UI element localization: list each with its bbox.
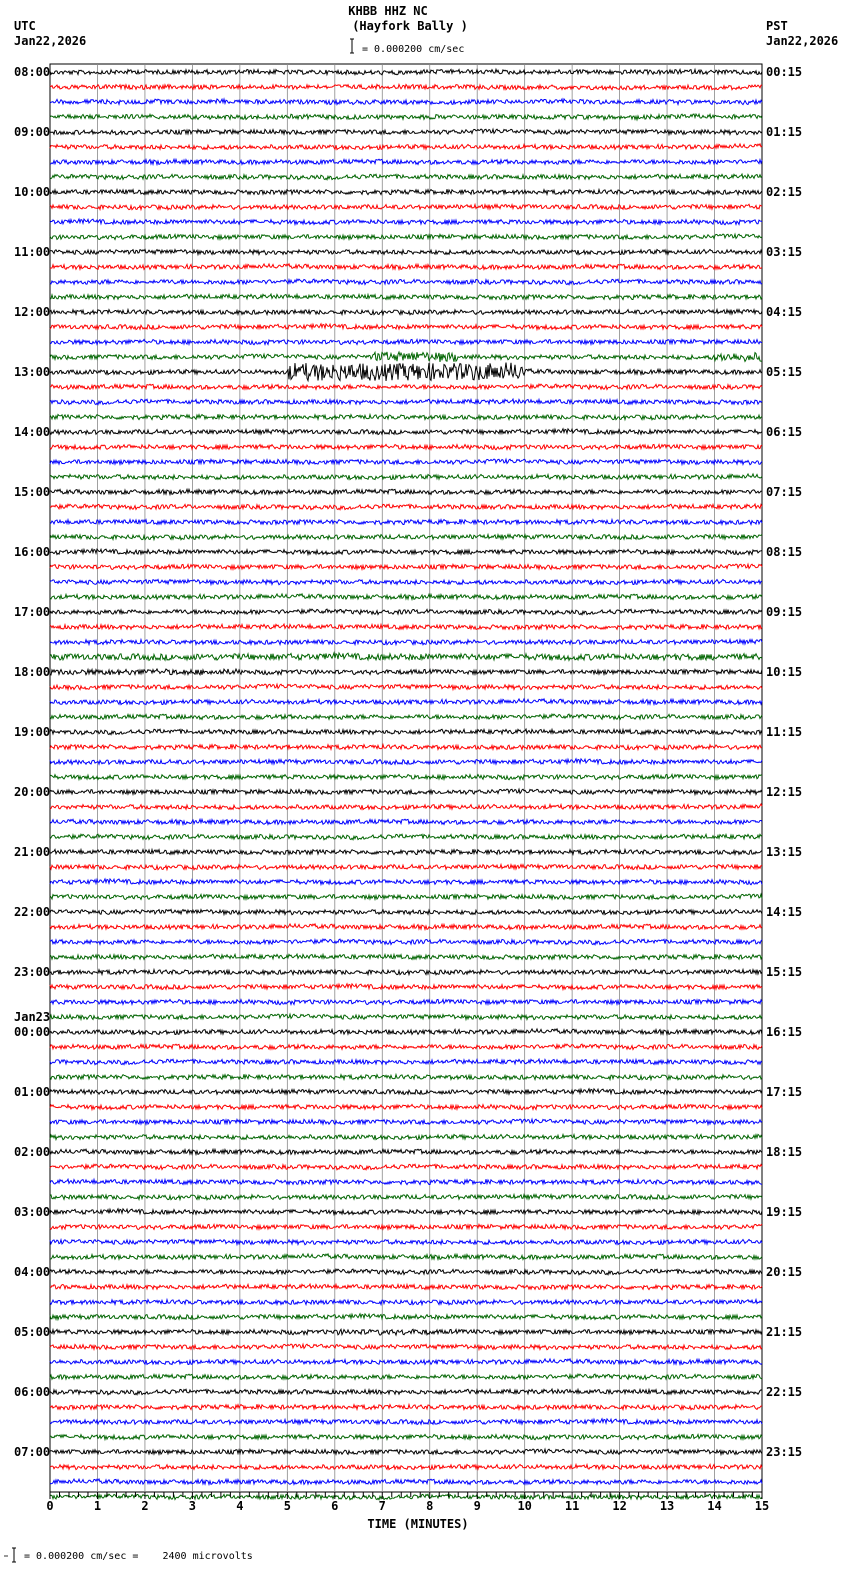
pst-time-label: 04:15 (766, 305, 803, 319)
footer-scale-bar-icon (4, 1548, 16, 1562)
utc-hour-label: 19:00 (14, 725, 51, 739)
seismic-trace (50, 759, 762, 765)
seismic-trace (50, 939, 762, 945)
x-tick-label: 12 (612, 1499, 627, 1513)
seismic-trace (50, 1494, 762, 1500)
seismic-trace (50, 445, 762, 450)
utc-hour-label: 04:00 (14, 1265, 51, 1279)
seismic-trace (50, 1119, 762, 1124)
seismic-trace (50, 489, 762, 494)
seismic-trace (50, 924, 762, 930)
x-tick-label: 14 (707, 1499, 722, 1513)
seismic-trace (50, 834, 762, 840)
x-axis (46, 1492, 769, 1513)
seismic-trace (50, 624, 762, 630)
utc-hour-label: 12:00 (14, 305, 51, 319)
seismic-trace (50, 640, 762, 645)
seismic-trace (50, 324, 762, 330)
seismic-trace (50, 99, 762, 105)
right-timezone: PST (766, 19, 788, 33)
seismic-trace (50, 564, 762, 569)
seismic-trace (50, 865, 762, 870)
seismic-trace (50, 984, 762, 990)
station-location: (Hayfork Bally ) (352, 19, 468, 33)
utc-hour-label: 02:00 (14, 1145, 51, 1159)
utc-hour-label: 00:00 (14, 1025, 51, 1039)
seismic-trace (50, 879, 762, 885)
utc-hour-label: 01:00 (14, 1085, 51, 1099)
seismic-trace (50, 775, 762, 780)
traces (50, 69, 762, 1499)
x-tick-label: 2 (141, 1499, 149, 1513)
pst-time-label: 18:15 (766, 1145, 803, 1159)
utc-hour-label: 06:00 (14, 1385, 51, 1399)
pst-time-label: 16:15 (766, 1025, 803, 1039)
x-tick-label: 9 (473, 1499, 481, 1513)
pst-time-label: 06:15 (766, 425, 803, 439)
x-tick-label: 0 (46, 1499, 54, 1513)
x-axis-label: TIME (MINUTES) (367, 1517, 469, 1531)
seismic-trace (50, 1149, 762, 1154)
seismic-trace (50, 459, 762, 465)
seismic-trace (50, 129, 762, 135)
seismic-trace (50, 174, 762, 180)
seismic-trace (50, 114, 762, 120)
seismic-trace (50, 1479, 762, 1484)
pst-time-label: 00:15 (766, 65, 803, 79)
seismic-trace (50, 1465, 762, 1470)
pst-time-label: 21:15 (766, 1325, 803, 1339)
pst-time-label: 01:15 (766, 125, 803, 139)
seismic-trace (50, 819, 762, 824)
seismic-trace (50, 1014, 762, 1020)
x-tick-label: 11 (564, 1499, 580, 1513)
seismic-trace (50, 1044, 762, 1049)
seismic-trace (50, 580, 762, 585)
seismic-trace (50, 250, 762, 255)
seismic-trace (50, 609, 762, 615)
seismic-trace (50, 429, 762, 435)
seismic-trace (50, 1029, 762, 1035)
seismic-trace (50, 264, 762, 270)
seismic-trace (50, 1089, 762, 1095)
utc-hour-label: 17:00 (14, 605, 51, 619)
seismic-trace (50, 1359, 762, 1365)
x-tick-label: 13 (659, 1499, 675, 1513)
pst-time-label: 15:15 (766, 965, 803, 979)
utc-hour-label: 05:00 (14, 1325, 51, 1339)
seismic-trace (50, 1209, 762, 1215)
seismic-trace (50, 1419, 762, 1425)
seismic-trace (50, 1134, 762, 1139)
seismic-trace (50, 1254, 762, 1260)
seismic-trace (50, 279, 762, 285)
pst-time-label: 11:15 (766, 725, 803, 739)
seismic-trace (50, 474, 762, 480)
seismic-trace (50, 399, 762, 405)
x-tick-label: 5 (283, 1499, 291, 1513)
utc-hour-label: 14:00 (14, 425, 51, 439)
utc-hour-label: 22:00 (14, 905, 51, 919)
station-title: KHBB HHZ NC (348, 4, 428, 18)
seismic-trace (50, 504, 762, 510)
seismic-trace (50, 1389, 762, 1395)
seismic-trace (50, 352, 762, 362)
pst-time-label: 05:15 (766, 365, 803, 379)
date-change-label: Jan23 (14, 1010, 51, 1024)
seismic-trace (50, 384, 762, 389)
seismic-trace (50, 1300, 762, 1305)
seismic-trace (50, 594, 762, 600)
pst-time-label: 02:15 (766, 185, 803, 199)
seismic-trace (50, 189, 762, 194)
seismic-trace (50, 1224, 762, 1229)
seismic-trace (50, 1449, 762, 1454)
pst-time-label: 12:15 (766, 785, 803, 799)
x-tick-label: 7 (378, 1499, 386, 1513)
seismic-trace (50, 414, 762, 419)
seismic-trace (50, 894, 762, 899)
pst-time-label: 14:15 (766, 905, 803, 919)
seismic-trace (50, 1240, 762, 1245)
scale-text: = 0.000200 cm/sec (362, 44, 465, 55)
grid (50, 64, 762, 1492)
seismic-trace (50, 85, 762, 90)
utc-hour-label: 03:00 (14, 1205, 51, 1219)
left-timezone: UTC (14, 19, 36, 33)
seismic-trace (50, 534, 762, 539)
utc-hour-label: 15:00 (14, 485, 51, 499)
seismic-trace (50, 1374, 762, 1379)
seismic-trace (50, 970, 762, 975)
utc-hour-label: 13:00 (14, 365, 51, 379)
seismic-trace (50, 234, 762, 239)
pst-time-label: 13:15 (766, 845, 803, 859)
seismic-trace (50, 144, 762, 150)
seismic-trace (50, 653, 762, 661)
seismic-trace (50, 1435, 762, 1440)
pst-time-label: 10:15 (766, 665, 803, 679)
scale-bar-icon (350, 39, 354, 53)
footer-scale-text: = 0.000200 cm/sec = 2400 microvolts (24, 1551, 253, 1562)
seismic-trace (50, 684, 762, 690)
utc-hour-label: 20:00 (14, 785, 51, 799)
pst-time-label: 23:15 (766, 1445, 803, 1459)
seismic-trace (50, 1269, 762, 1275)
pst-time-label: 22:15 (766, 1385, 803, 1399)
seismic-trace (50, 849, 762, 854)
seismic-trace (50, 549, 762, 555)
utc-hour-label: 09:00 (14, 125, 51, 139)
seismic-trace (50, 729, 762, 735)
seismic-trace (50, 363, 762, 381)
seismic-trace (50, 669, 762, 675)
seismic-trace (50, 1344, 762, 1350)
x-tick-label: 4 (236, 1499, 244, 1513)
x-tick-label: 15 (754, 1499, 770, 1513)
seismic-trace (50, 204, 762, 209)
pst-time-label: 20:15 (766, 1265, 803, 1279)
seismic-trace (50, 954, 762, 960)
pst-time-label: 17:15 (766, 1085, 803, 1099)
seismic-trace (50, 519, 762, 524)
utc-hour-label: 11:00 (14, 245, 51, 259)
seismic-trace (50, 159, 762, 164)
seismic-trace (50, 1404, 762, 1409)
utc-hour-label: 18:00 (14, 665, 51, 679)
pst-time-label: 08:15 (766, 545, 803, 559)
utc-hour-label: 23:00 (14, 965, 51, 979)
seismic-trace (50, 294, 762, 300)
pst-time-label: 19:15 (766, 1205, 803, 1219)
plot-frame (50, 64, 762, 1492)
right-date: Jan22,2026 (766, 34, 839, 48)
seismic-trace (50, 744, 762, 749)
utc-hour-label: 07:00 (14, 1445, 51, 1459)
x-tick-label: 3 (188, 1499, 197, 1513)
seismic-trace (50, 1074, 762, 1079)
seismic-trace (50, 1059, 762, 1065)
pst-time-label: 07:15 (766, 485, 803, 499)
pst-time-label: 09:15 (766, 605, 803, 619)
seismic-trace (50, 219, 762, 225)
seismic-trace (50, 1314, 762, 1320)
x-tick-label: 8 (426, 1499, 434, 1513)
seismic-trace (50, 804, 762, 810)
seismic-trace (50, 1105, 762, 1110)
seismic-trace (50, 999, 762, 1004)
utc-hour-label: 08:00 (14, 65, 51, 79)
seismic-trace (50, 1329, 762, 1335)
seismic-trace (50, 789, 762, 794)
seismic-trace (50, 1179, 762, 1184)
seismic-trace (50, 339, 762, 344)
seismic-trace (50, 1164, 762, 1170)
seismic-trace (50, 69, 762, 75)
left-date: Jan22,2026 (14, 34, 87, 48)
pst-time-label: 03:15 (766, 245, 803, 259)
x-tick-label: 6 (331, 1499, 339, 1513)
seismic-trace (50, 1284, 762, 1290)
utc-hour-label: 16:00 (14, 545, 51, 559)
utc-hour-label: 21:00 (14, 845, 51, 859)
seismic-trace (50, 1195, 762, 1200)
x-tick-label: 10 (517, 1499, 532, 1513)
utc-hour-label: 10:00 (14, 185, 51, 199)
seismic-trace (50, 310, 762, 315)
seismic-trace (50, 714, 762, 719)
seismic-trace (50, 910, 762, 915)
seismic-trace (50, 699, 762, 705)
x-tick-label: 1 (93, 1499, 102, 1513)
